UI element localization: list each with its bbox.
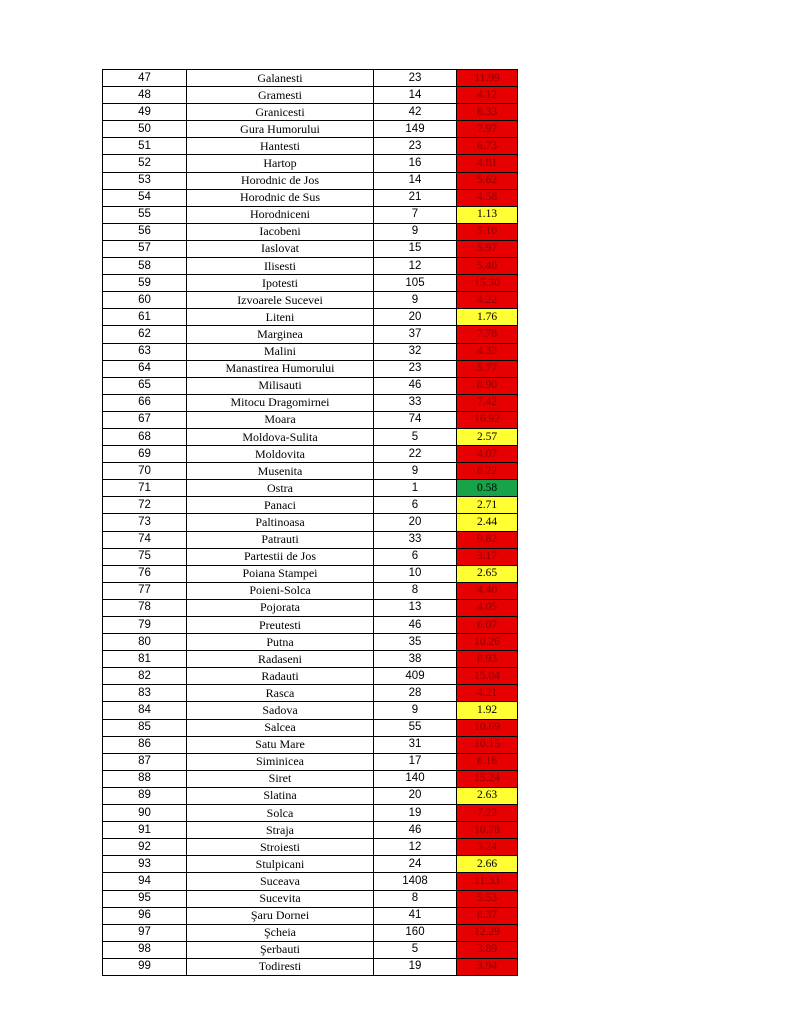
- case-count-cell: 32: [374, 343, 457, 360]
- table-row: [103, 411, 518, 428]
- incidence-rate-cell: 6.16: [457, 753, 518, 770]
- locality-name-cell: Stulpicani: [187, 856, 374, 873]
- table-row: [103, 702, 518, 719]
- case-count-cell: 8: [374, 890, 457, 907]
- locality-name-cell: Preutesti: [187, 617, 374, 634]
- row-index-cell: 88: [103, 770, 187, 787]
- case-count-cell: 31: [374, 736, 457, 753]
- row-index-cell: 90: [103, 805, 187, 822]
- row-index-cell: 81: [103, 651, 187, 668]
- table-row: [103, 805, 518, 822]
- table-row: [103, 958, 518, 975]
- row-index-cell: 54: [103, 189, 187, 206]
- table-row: [103, 360, 518, 377]
- incidence-rate-cell: 8.22: [457, 463, 518, 480]
- table-row: [103, 463, 518, 480]
- case-count-cell: 7: [374, 206, 457, 223]
- table-row: [103, 822, 518, 839]
- locality-name-cell: Moldovita: [187, 446, 374, 463]
- row-index-cell: 80: [103, 634, 187, 651]
- row-index-cell: 78: [103, 599, 187, 616]
- incidence-rate-cell: 10.78: [457, 822, 518, 839]
- incidence-rate-cell: 8.33: [457, 104, 518, 121]
- row-index-cell: 73: [103, 514, 187, 531]
- incidence-rate-cell: 4.33: [457, 343, 518, 360]
- case-count-cell: 55: [374, 719, 457, 736]
- incidence-rate-cell: 2.71: [457, 497, 518, 514]
- incidence-rate-cell: 5.62: [457, 172, 518, 189]
- table-row: [103, 668, 518, 685]
- locality-name-cell: Todiresti: [187, 958, 374, 975]
- incidence-rate-cell: 12.29: [457, 924, 518, 941]
- case-count-cell: 41: [374, 907, 457, 924]
- incidence-rate-cell: 11.99: [457, 70, 518, 87]
- case-count-cell: 149: [374, 121, 457, 138]
- locality-name-cell: Poiana Stampei: [187, 565, 374, 582]
- incidence-rate-cell: 8.90: [457, 377, 518, 394]
- case-count-cell: 1408: [374, 873, 457, 890]
- table-row: [103, 736, 518, 753]
- case-count-cell: 74: [374, 411, 457, 428]
- row-index-cell: 49: [103, 104, 187, 121]
- incidence-rate-cell: 5.77: [457, 360, 518, 377]
- table-row: [103, 343, 518, 360]
- case-count-cell: 23: [374, 70, 457, 87]
- table-row: [103, 582, 518, 599]
- row-index-cell: 83: [103, 685, 187, 702]
- incidence-rate-cell: 0.58: [457, 480, 518, 497]
- incidence-rate-cell: 4.22: [457, 292, 518, 309]
- row-index-cell: 82: [103, 668, 187, 685]
- locality-name-cell: Moldova-Sulita: [187, 428, 374, 445]
- row-index-cell: 92: [103, 839, 187, 856]
- case-count-cell: 5: [374, 941, 457, 958]
- table-row: [103, 172, 518, 189]
- case-count-cell: 15: [374, 240, 457, 257]
- locality-name-cell: Izvoarele Sucevei: [187, 292, 374, 309]
- incidence-rate-cell: 7.97: [457, 121, 518, 138]
- row-index-cell: 50: [103, 121, 187, 138]
- incidence-rate-cell: 4.40: [457, 582, 518, 599]
- case-count-cell: 16: [374, 155, 457, 172]
- table-row: [103, 651, 518, 668]
- row-index-cell: 68: [103, 428, 187, 445]
- case-count-cell: 160: [374, 924, 457, 941]
- locality-name-cell: Partestii de Jos: [187, 548, 374, 565]
- case-count-cell: 23: [374, 360, 457, 377]
- locality-name-cell: Malini: [187, 343, 374, 360]
- locality-name-cell: Poieni-Solca: [187, 582, 374, 599]
- table-row: [103, 275, 518, 292]
- locality-name-cell: Suceava: [187, 873, 374, 890]
- table-row: [103, 787, 518, 804]
- incidence-rate-cell: 1.92: [457, 702, 518, 719]
- case-count-cell: 409: [374, 668, 457, 685]
- row-index-cell: 48: [103, 87, 187, 104]
- case-count-cell: 17: [374, 753, 457, 770]
- row-index-cell: 75: [103, 548, 187, 565]
- incidence-rate-cell: 3.24: [457, 839, 518, 856]
- locality-name-cell: Galanesti: [187, 70, 374, 87]
- locality-name-cell: Horodniceni: [187, 206, 374, 223]
- locality-name-cell: Horodnic de Sus: [187, 189, 374, 206]
- table-row: [103, 753, 518, 770]
- incidence-rate-cell: 4.05: [457, 599, 518, 616]
- case-count-cell: 9: [374, 463, 457, 480]
- incidence-rate-cell: 7.42: [457, 394, 518, 411]
- incidence-rate-cell: 4.12: [457, 87, 518, 104]
- incidence-rate-cell: 10.26: [457, 634, 518, 651]
- row-index-cell: 95: [103, 890, 187, 907]
- row-index-cell: 96: [103, 907, 187, 924]
- locality-name-cell: Radaseni: [187, 651, 374, 668]
- case-count-cell: 10: [374, 565, 457, 582]
- incidence-rate-cell: 2.63: [457, 787, 518, 804]
- case-count-cell: 22: [374, 446, 457, 463]
- incidence-rate-cell: 1.76: [457, 309, 518, 326]
- locality-name-cell: Sucevita: [187, 890, 374, 907]
- incidence-rate-cell: 4.58: [457, 189, 518, 206]
- row-index-cell: 62: [103, 326, 187, 343]
- incidence-rate-cell: 15.30: [457, 275, 518, 292]
- locality-name-cell: Hartop: [187, 155, 374, 172]
- case-count-cell: 28: [374, 685, 457, 702]
- locality-name-cell: Panaci: [187, 497, 374, 514]
- incidence-rate-cell: 7.78: [457, 326, 518, 343]
- locality-name-cell: Şcheia: [187, 924, 374, 941]
- incidence-rate-cell: 10.15: [457, 736, 518, 753]
- case-count-cell: 8: [374, 582, 457, 599]
- data-table-container: [102, 69, 518, 976]
- incidence-rate-cell: 16.92: [457, 411, 518, 428]
- incidence-rate-cell: 6.07: [457, 617, 518, 634]
- locality-name-cell: Stroiesti: [187, 839, 374, 856]
- incidence-rate-cell: 9.82: [457, 531, 518, 548]
- locality-name-cell: Gura Humorului: [187, 121, 374, 138]
- row-index-cell: 69: [103, 446, 187, 463]
- row-index-cell: 98: [103, 941, 187, 958]
- case-count-cell: 6: [374, 497, 457, 514]
- case-count-cell: 21: [374, 189, 457, 206]
- table-row: [103, 531, 518, 548]
- row-index-cell: 60: [103, 292, 187, 309]
- row-index-cell: 86: [103, 736, 187, 753]
- table-row: [103, 258, 518, 275]
- locality-name-cell: Milisauti: [187, 377, 374, 394]
- table-row: [103, 309, 518, 326]
- locality-name-cell: Patrauti: [187, 531, 374, 548]
- case-count-cell: 1: [374, 480, 457, 497]
- table-row: [103, 206, 518, 223]
- incidence-rate-cell: 2.44: [457, 514, 518, 531]
- row-index-cell: 93: [103, 856, 187, 873]
- case-count-cell: 46: [374, 377, 457, 394]
- case-count-cell: 140: [374, 770, 457, 787]
- locality-name-cell: Satu Mare: [187, 736, 374, 753]
- incidence-rate-cell: 4.21: [457, 685, 518, 702]
- locality-name-cell: Gramesti: [187, 87, 374, 104]
- locality-name-cell: Solca: [187, 805, 374, 822]
- table-row: [103, 719, 518, 736]
- incidence-rate-cell: 3.17: [457, 548, 518, 565]
- table-row: [103, 599, 518, 616]
- case-count-cell: 13: [374, 599, 457, 616]
- table-row: [103, 428, 518, 445]
- row-index-cell: 89: [103, 787, 187, 804]
- table-row: [103, 839, 518, 856]
- incidence-rate-cell: 15.24: [457, 770, 518, 787]
- locality-name-cell: Şerbauti: [187, 941, 374, 958]
- table-row: [103, 394, 518, 411]
- table-row: [103, 907, 518, 924]
- row-index-cell: 70: [103, 463, 187, 480]
- table-row: [103, 87, 518, 104]
- row-index-cell: 51: [103, 138, 187, 155]
- incidence-rate-cell: 2.66: [457, 856, 518, 873]
- table-row: [103, 565, 518, 582]
- row-index-cell: 53: [103, 172, 187, 189]
- table-row: [103, 104, 518, 121]
- table-row: [103, 240, 518, 257]
- incidence-rate-cell: 10.69: [457, 719, 518, 736]
- table-row: [103, 377, 518, 394]
- locality-name-cell: Straja: [187, 822, 374, 839]
- incidence-rate-cell: 2.65: [457, 565, 518, 582]
- case-count-cell: 35: [374, 634, 457, 651]
- case-count-cell: 105: [374, 275, 457, 292]
- row-index-cell: 87: [103, 753, 187, 770]
- locality-name-cell: Rasca: [187, 685, 374, 702]
- locality-name-cell: Marginea: [187, 326, 374, 343]
- locality-name-cell: Paltinoasa: [187, 514, 374, 531]
- row-index-cell: 55: [103, 206, 187, 223]
- incidence-rate-cell: 11.33: [457, 873, 518, 890]
- case-count-cell: 9: [374, 292, 457, 309]
- incidence-rate-cell: 6.73: [457, 138, 518, 155]
- row-index-cell: 99: [103, 958, 187, 975]
- incidence-rate-cell: 4.81: [457, 155, 518, 172]
- case-count-cell: 38: [374, 651, 457, 668]
- row-index-cell: 74: [103, 531, 187, 548]
- locality-name-cell: Granicesti: [187, 104, 374, 121]
- case-count-cell: 9: [374, 223, 457, 240]
- row-index-cell: 52: [103, 155, 187, 172]
- row-index-cell: 71: [103, 480, 187, 497]
- locality-name-cell: Horodnic de Jos: [187, 172, 374, 189]
- locality-name-cell: Ipotesti: [187, 275, 374, 292]
- row-index-cell: 64: [103, 360, 187, 377]
- table-row: [103, 548, 518, 565]
- locality-name-cell: Salcea: [187, 719, 374, 736]
- table-row: [103, 189, 518, 206]
- table-row: [103, 223, 518, 240]
- row-index-cell: 94: [103, 873, 187, 890]
- row-index-cell: 79: [103, 617, 187, 634]
- case-count-cell: 20: [374, 309, 457, 326]
- locality-name-cell: Putna: [187, 634, 374, 651]
- localities-rate-table: [102, 69, 518, 976]
- table-row: [103, 480, 518, 497]
- locality-name-cell: Siminicea: [187, 753, 374, 770]
- locality-name-cell: Musenita: [187, 463, 374, 480]
- row-index-cell: 85: [103, 719, 187, 736]
- case-count-cell: 12: [374, 839, 457, 856]
- case-count-cell: 42: [374, 104, 457, 121]
- locality-name-cell: Siret: [187, 770, 374, 787]
- locality-name-cell: Sadova: [187, 702, 374, 719]
- row-index-cell: 47: [103, 70, 187, 87]
- case-count-cell: 14: [374, 172, 457, 189]
- case-count-cell: 46: [374, 822, 457, 839]
- incidence-rate-cell: 3.89: [457, 941, 518, 958]
- table-row: [103, 121, 518, 138]
- row-index-cell: 97: [103, 924, 187, 941]
- case-count-cell: 6: [374, 548, 457, 565]
- case-count-cell: 14: [374, 87, 457, 104]
- table-row: [103, 70, 518, 87]
- row-index-cell: 56: [103, 223, 187, 240]
- case-count-cell: 33: [374, 531, 457, 548]
- case-count-cell: 23: [374, 138, 457, 155]
- incidence-rate-cell: 5.97: [457, 240, 518, 257]
- case-count-cell: 5: [374, 428, 457, 445]
- table-row: [103, 446, 518, 463]
- row-index-cell: 72: [103, 497, 187, 514]
- table-row: [103, 634, 518, 651]
- table-row: [103, 138, 518, 155]
- table-row: [103, 856, 518, 873]
- row-index-cell: 59: [103, 275, 187, 292]
- locality-name-cell: Moara: [187, 411, 374, 428]
- row-index-cell: 61: [103, 309, 187, 326]
- incidence-rate-cell: 5.40: [457, 258, 518, 275]
- incidence-rate-cell: 7.22: [457, 805, 518, 822]
- locality-name-cell: Liteni: [187, 309, 374, 326]
- case-count-cell: 33: [374, 394, 457, 411]
- case-count-cell: 24: [374, 856, 457, 873]
- case-count-cell: 46: [374, 617, 457, 634]
- locality-name-cell: Şaru Dornei: [187, 907, 374, 924]
- table-row: [103, 155, 518, 172]
- row-index-cell: 76: [103, 565, 187, 582]
- row-index-cell: 58: [103, 258, 187, 275]
- case-count-cell: 37: [374, 326, 457, 343]
- case-count-cell: 20: [374, 514, 457, 531]
- case-count-cell: 12: [374, 258, 457, 275]
- locality-name-cell: Hantesti: [187, 138, 374, 155]
- case-count-cell: 9: [374, 702, 457, 719]
- case-count-cell: 19: [374, 958, 457, 975]
- locality-name-cell: Manastirea Humorului: [187, 360, 374, 377]
- row-index-cell: 67: [103, 411, 187, 428]
- table-row: [103, 497, 518, 514]
- incidence-rate-cell: 1.13: [457, 206, 518, 223]
- row-index-cell: 63: [103, 343, 187, 360]
- row-index-cell: 77: [103, 582, 187, 599]
- table-row: [103, 873, 518, 890]
- case-count-cell: 20: [374, 787, 457, 804]
- incidence-rate-cell: 5.10: [457, 223, 518, 240]
- locality-name-cell: Slatina: [187, 787, 374, 804]
- table-row: [103, 890, 518, 907]
- row-index-cell: 57: [103, 240, 187, 257]
- table-row: [103, 514, 518, 531]
- table-row: [103, 941, 518, 958]
- table-row: [103, 770, 518, 787]
- incidence-rate-cell: 8.93: [457, 651, 518, 668]
- incidence-rate-cell: 15.04: [457, 668, 518, 685]
- incidence-rate-cell: 4.07: [457, 446, 518, 463]
- table-body: [103, 70, 518, 976]
- locality-name-cell: Ostra: [187, 480, 374, 497]
- case-count-cell: 19: [374, 805, 457, 822]
- incidence-rate-cell: 3.94: [457, 958, 518, 975]
- row-index-cell: 65: [103, 377, 187, 394]
- row-index-cell: 91: [103, 822, 187, 839]
- incidence-rate-cell: 5.53: [457, 890, 518, 907]
- row-index-cell: 66: [103, 394, 187, 411]
- incidence-rate-cell: 8.37: [457, 907, 518, 924]
- table-row: [103, 617, 518, 634]
- locality-name-cell: Pojorata: [187, 599, 374, 616]
- locality-name-cell: Radauti: [187, 668, 374, 685]
- incidence-rate-cell: 2.57: [457, 428, 518, 445]
- table-row: [103, 326, 518, 343]
- table-row: [103, 685, 518, 702]
- locality-name-cell: Iacobeni: [187, 223, 374, 240]
- locality-name-cell: Ilisesti: [187, 258, 374, 275]
- table-row: [103, 292, 518, 309]
- row-index-cell: 84: [103, 702, 187, 719]
- locality-name-cell: Iaslovat: [187, 240, 374, 257]
- table-row: [103, 924, 518, 941]
- locality-name-cell: Mitocu Dragomirnei: [187, 394, 374, 411]
